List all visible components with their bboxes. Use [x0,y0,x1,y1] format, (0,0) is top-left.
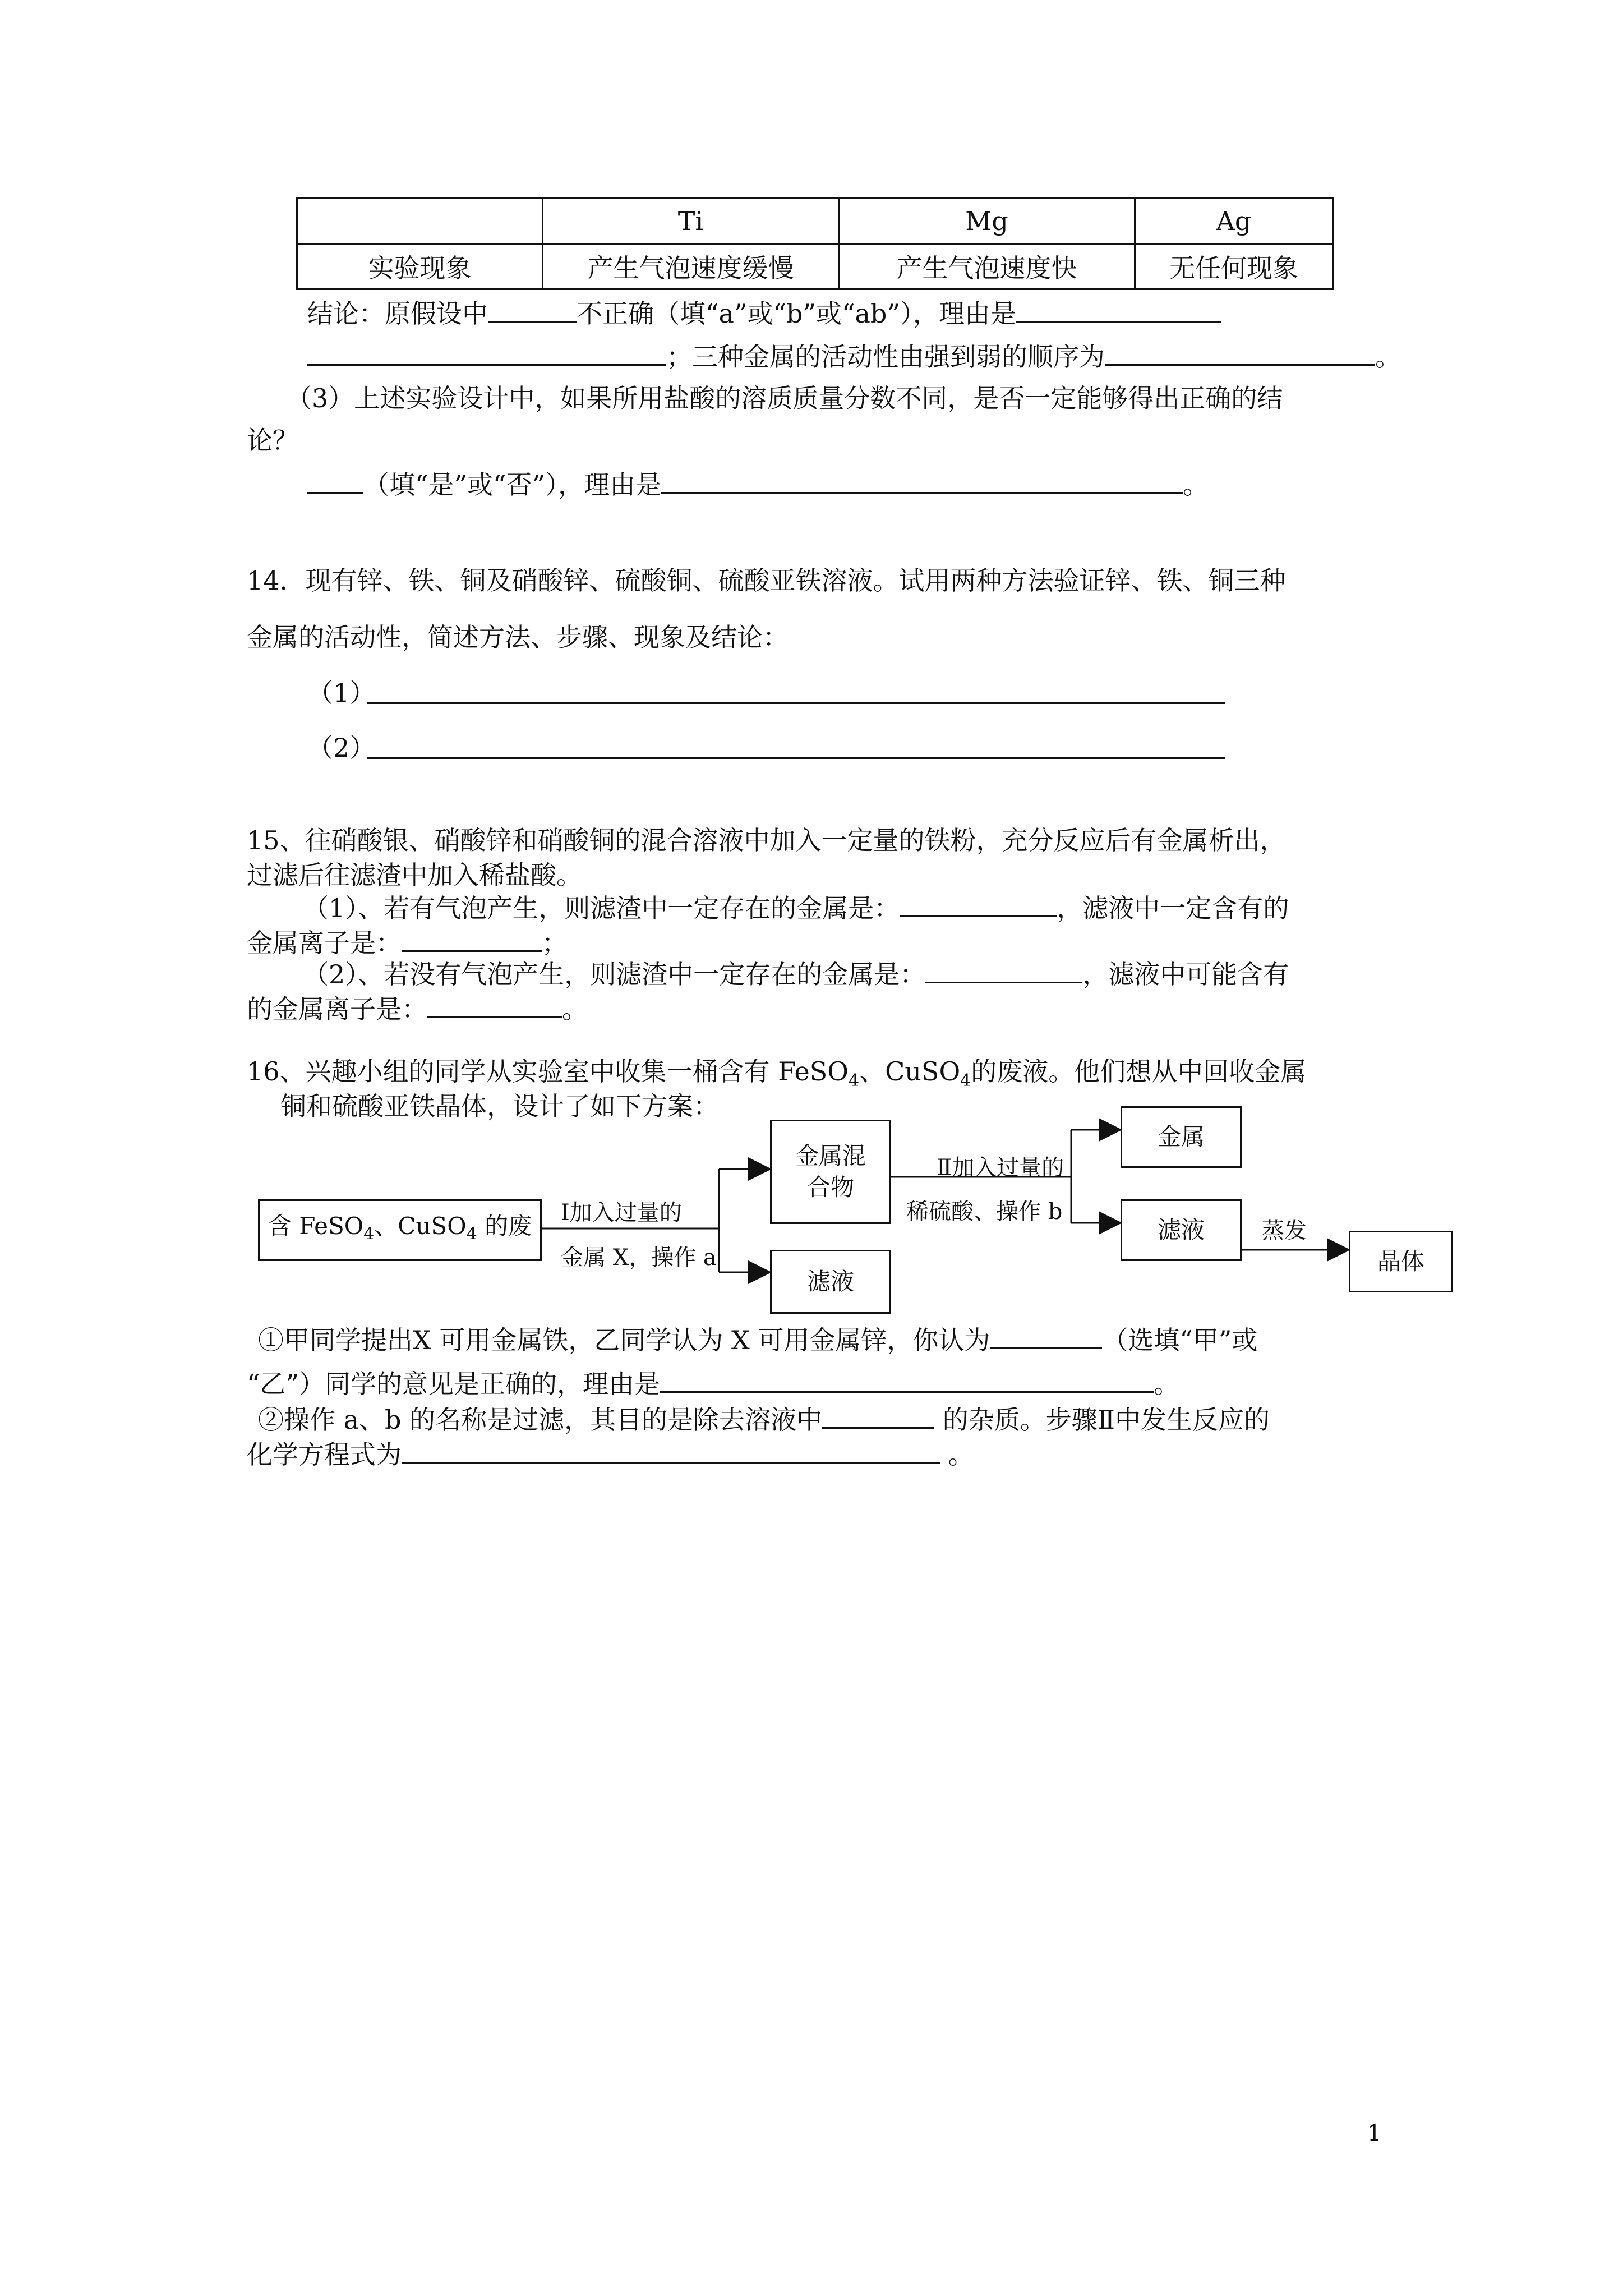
q16-line1-text-a: 16、兴趣小组的同学从实验室中收集一桶含有 FeSO [247,1056,849,1087]
q16-q1-end: 。 [1154,1369,1180,1399]
flow-step2-sublabel: 稀硫酸、操作 b [906,1199,1063,1225]
flow-mixture-line2: 合物 [806,1174,854,1201]
q15-line1: 15、往硝酸银、硝酸锌和硝酸铜的混合溶液中加入一定量的铁粉，充分反应后有金属析出， [247,825,1286,855]
q13-conclusion-text-c: ；三种金属的活动性由强到弱的顺序为 [666,342,1105,372]
flow-mixture-line1: 金属混 [795,1142,866,1170]
q13-conclusion-text-b: 不正确（填“a”或“b”或“ab”），理由是 [577,298,1016,329]
q14-line2: 金属的活动性，简述方法、步骤、现象及结论： [247,622,789,652]
q16-q2-text-b: 的杂质。步骤Ⅱ中发生反应的 [934,1405,1270,1435]
flow-crystal-box: 晶体 [1349,1231,1453,1292]
q16-line1-text-c: 的废液。他们想从中回收金属 [971,1056,1307,1087]
page-number: 1 [1367,2120,1382,2146]
q15-part1-text-b: ，滤液中一定含有的 [1057,893,1289,923]
q16-line1-text-b: 、CuSO [859,1056,961,1087]
subscript: 4 [849,1071,860,1091]
q15-part2-end: 。 [562,994,588,1024]
flow-evaporate-label: 蒸发 [1262,1218,1307,1244]
q15-part1-text-c: 金属离子是： [247,928,402,958]
q13-part3-text: （填“是”或“否”），理由是 [363,470,662,500]
answer-blank[interactable] [660,1366,1154,1393]
q14-line1: 14．现有锌、铁、铜及硝酸锌、硫酸铜、硫酸亚铁溶液。试用两种方法验证锌、铁、铜三种 [247,565,1286,596]
q15-part1-end: ； [542,928,568,958]
subscript: 4 [960,1071,971,1091]
q16-q1-line2 [247,1366,1179,1401]
subscript: 4 [466,1224,477,1244]
flow-start-text-a: 含 FeSO [268,1212,364,1240]
q16-q2-line2 [247,1437,974,1471]
q16-q1-text-a: ①甲同学提出X 可用金属铁，乙同学认为 X 可用金属锌，你认为 [258,1325,990,1355]
q15-part2-text-a: （2）、若没有气泡产生，则滤渣中一定存在的金属是： [303,959,926,990]
table-cell: 无任何现象 [1135,244,1333,289]
table-cell: 产生气泡速度快 [839,244,1135,289]
flow-step1-label: Ⅰ加入过量的 [561,1200,682,1226]
flow-start-text-c: 的废 [477,1212,532,1240]
table-header-cell: Mg [839,199,1135,244]
flow-start-box [258,1199,542,1261]
table-header-cell: Ag [1135,199,1333,244]
flow-mixture-box [770,1120,891,1224]
table-header-cell: Ti [543,199,839,244]
q13-part3-end: 。 [1183,470,1209,500]
q15-part2-text-c: 的金属离子是： [247,994,427,1024]
flow-filtrate2-box: 滤液 [1121,1199,1242,1261]
answer-blank[interactable] [990,1323,1102,1349]
answer-blank[interactable] [402,1437,940,1464]
flow-step2-label: Ⅱ加入过量的 [937,1155,1064,1181]
q16-q1-text-c: “乙”）同学的意见是正确的，理由是 [247,1369,661,1399]
q15-part2-text-b: ，滤液中可能含有 [1082,959,1289,990]
q15-part1-text-a: （1）、若有气泡产生，则滤渣中一定存在的金属是： [303,893,900,923]
q14-item1-label: （1） [307,678,376,708]
q13-part3-line2: 论？ [247,425,298,455]
q16-q2-end: 。 [940,1439,974,1470]
q13-end: 。 [1375,342,1401,372]
q14-item2-label: （2） [307,733,376,763]
q16-q1-text-b: （选填“甲”或 [1102,1325,1258,1355]
subscript: 4 [363,1224,375,1244]
flow-step1-sublabel: 金属 X，操作 a [561,1245,717,1271]
q16-q1-line1 [258,1323,1257,1357]
q16-q2-text-c: 化学方程式为 [247,1439,402,1470]
flow-metal-box: 金属 [1121,1106,1242,1168]
q13-conclusion-text-a: 结论：原假设中 [307,298,488,329]
q15-line2: 过滤后往滤渣中加入稀盐酸。 [247,860,582,890]
q16-q2-line1 [258,1402,1270,1437]
flow-start-text-b: 、CuSO [374,1212,467,1240]
q13-part3-line1: （3）上述实验设计中，如果所用盐酸的溶质质量分数不同，是否一定能够得出正确的结 [286,383,1283,413]
table-row-label: 实验现象 [297,244,543,289]
table-cell: 产生气泡速度缓慢 [543,244,839,289]
q16-q2-text-a: ②操作 a、b 的名称是过滤，其目的是除去溶液中 [258,1405,823,1435]
q16-line2: 铜和硫酸亚铁晶体，设计了如下方案： [280,1091,719,1121]
answer-blank[interactable] [822,1402,934,1429]
flow-filtrate1-box: 滤液 [770,1250,891,1314]
